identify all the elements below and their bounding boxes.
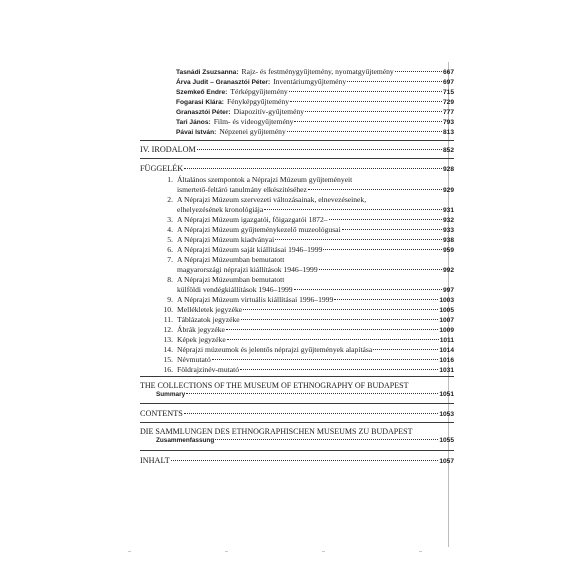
- leader-dots: [264, 209, 442, 210]
- item-number: 2.: [167, 195, 173, 204]
- item-number: 12.: [163, 325, 173, 334]
- leader-dots: [212, 359, 439, 360]
- appendix-item-line: [162, 176, 352, 184]
- item-number: 7.: [167, 255, 173, 264]
- section-page: 1051: [439, 391, 454, 398]
- leader-dots: [215, 439, 438, 440]
- leader-dots: [290, 101, 442, 102]
- section-page: 852: [442, 147, 454, 154]
- section-title: FÜGGELÉK: [140, 164, 184, 173]
- appendix-item: [162, 246, 454, 255]
- item-page: 997: [442, 287, 454, 294]
- item-title: Néprajzi múzeumok és jelentős néprajzi gyűjtemények alapítása: [177, 345, 373, 354]
- section-title: INHALT: [140, 456, 170, 465]
- crop-mark: [322, 551, 325, 552]
- leader-dots: [240, 369, 438, 370]
- toc-section-fuggelek: [140, 165, 454, 174]
- item-number: 11.: [163, 315, 173, 324]
- entry-page: 813: [442, 129, 454, 136]
- leader-dots: [287, 131, 442, 132]
- item-page: 959: [442, 247, 454, 254]
- item-number: 6.: [167, 245, 173, 254]
- item-number: 8.: [167, 275, 173, 284]
- leader-dots: [197, 149, 442, 150]
- leader-dots: [308, 189, 442, 190]
- item-number: 16.: [163, 365, 173, 374]
- crop-mark: [225, 551, 228, 552]
- appendix-item: [162, 346, 454, 355]
- item-page: 938: [442, 237, 454, 244]
- item-title-cont: külföldi vendégkiállítások 1946–1999: [177, 285, 293, 294]
- item-page: 1009: [439, 327, 454, 334]
- leader-dots: [275, 239, 442, 240]
- item-number: 9.: [167, 295, 173, 304]
- item-title: A Néprajzi Múzeumban bemutatott: [177, 255, 285, 264]
- appendix-item: [162, 366, 454, 375]
- toc-section-zusammenfassung: [156, 438, 454, 445]
- item-title-cont: magyarországi néprajzi kiállítások 1946–1999: [177, 265, 318, 274]
- appendix-item: [177, 206, 454, 215]
- leader-dots: [184, 413, 439, 414]
- section-rule: [140, 376, 454, 377]
- entry-title: Rajz- és festménygyűjtemény, nyomatgyűjtemény: [241, 67, 394, 76]
- item-page: 1011: [439, 337, 454, 344]
- entry-title: Inventáriumgyűjtemény: [273, 77, 347, 86]
- item-page: 1005: [439, 307, 454, 314]
- entry-page: 729: [442, 99, 454, 106]
- toc-section-contents: [140, 410, 454, 419]
- leader-dots: [241, 319, 439, 320]
- entry-page: 793: [442, 119, 454, 126]
- section-page: 1057: [439, 458, 454, 465]
- section-page: 1055: [439, 437, 454, 444]
- entry-page: 697: [442, 79, 454, 86]
- leader-dots: [395, 71, 442, 72]
- entry-title: Térképgyűjtemény: [230, 87, 288, 96]
- item-title: A Néprajzi Múzeum szervezeti változásainak, elnevezéseinek,: [177, 195, 367, 204]
- item-title: Táblázatok jegyzéke: [177, 315, 240, 324]
- leader-dots: [329, 219, 442, 220]
- leader-dots: [227, 339, 439, 340]
- item-page: 992: [442, 267, 454, 274]
- toc-entry: [176, 78, 454, 87]
- item-page: 1031: [439, 367, 454, 374]
- entry-author: Fogarasi Klára:: [176, 99, 225, 106]
- toc-entry: [176, 128, 454, 137]
- item-title: Ábrák jegyzéke: [177, 325, 225, 334]
- entry-page: 715: [442, 89, 454, 96]
- appendix-item: [162, 356, 454, 365]
- item-page: 1003: [439, 297, 454, 304]
- toc-section-irodalom: [140, 146, 454, 155]
- leader-dots: [289, 91, 442, 92]
- appendix-item: [162, 296, 454, 305]
- item-number: 5.: [167, 235, 173, 244]
- appendix-item: [162, 226, 454, 235]
- appendix-item: [162, 216, 454, 225]
- leader-dots: [334, 299, 438, 300]
- item-title: A Néprajzi Múzeum virtuális kiállításai 1996–1999: [177, 295, 334, 304]
- item-page: 1016: [439, 357, 454, 364]
- appendix-item: [162, 306, 454, 315]
- item-page: 931: [442, 207, 454, 214]
- item-title-cont: elhelyezésének kronológiája: [177, 205, 264, 214]
- crop-mark: [128, 551, 131, 552]
- section-rule: [140, 450, 454, 451]
- leader-dots: [294, 121, 442, 122]
- item-page: 1007: [439, 317, 454, 324]
- item-title: Névmutató: [177, 355, 211, 364]
- item-page: 929: [442, 187, 454, 194]
- section-rule: [140, 158, 454, 159]
- leader-dots: [171, 460, 439, 461]
- section-title: CONTENTS: [140, 409, 183, 418]
- toc-entry: [176, 68, 454, 77]
- appendix-item: [177, 286, 454, 295]
- item-page: 1014: [439, 347, 454, 354]
- leader-dots: [186, 393, 438, 394]
- item-number: 1.: [167, 175, 173, 184]
- entry-page: 777: [442, 109, 454, 116]
- entry-author: Granasztói Péter:: [176, 109, 231, 116]
- item-number: 15.: [163, 355, 173, 364]
- entry-title: Népzenei gyűjtemény: [219, 127, 286, 136]
- item-title: Földrajzinév-mutató: [177, 365, 239, 374]
- leader-dots: [373, 349, 438, 350]
- entry-author: Tari János:: [176, 119, 211, 126]
- leader-dots: [226, 329, 438, 330]
- item-title: A Néprajzi Múzeum igazgatói, főigazgatói 1872–: [177, 215, 328, 224]
- item-number: 13.: [163, 335, 173, 344]
- item-title-cont: ismertető-feltáró tanulmány elkészítéséhez: [177, 185, 307, 194]
- section-title-german: DIE SAMMLUNGEN DES ETHNOGRAPHISCHEN MUSEUMS ZU BUDAPEST: [140, 427, 413, 436]
- entry-title: Fényképgyűjtemény: [227, 97, 290, 106]
- leader-dots: [323, 249, 442, 250]
- appendix-item: [177, 186, 454, 195]
- toc-entry: [176, 118, 454, 127]
- entry-author: Szemkeő Endre:: [176, 89, 228, 96]
- item-page: 933: [442, 227, 454, 234]
- section-subtitle: Zusammenfassung: [156, 437, 215, 444]
- entry-title: Diapozitív-gyűjtemény: [233, 107, 305, 116]
- leader-dots: [342, 229, 442, 230]
- section-page: 928: [442, 166, 454, 173]
- item-title: A Néprajzi Múzeum gyűjteménykezelő muzeológusai: [177, 225, 341, 234]
- leader-dots: [243, 309, 438, 310]
- section-subtitle: Summary: [156, 391, 186, 398]
- item-page: 932: [442, 217, 454, 224]
- appendix-item-line: [162, 256, 284, 264]
- item-number: 3.: [167, 215, 173, 224]
- item-number: 4.: [167, 225, 173, 234]
- section-rule: [140, 403, 454, 404]
- leader-dots: [184, 168, 442, 169]
- entry-title: Film- és videogyűjtemény: [213, 117, 294, 126]
- entry-author: Pávai István:: [176, 129, 217, 136]
- entry-page: 667: [442, 69, 454, 76]
- leader-dots: [305, 111, 442, 112]
- item-title: Mellékletek jegyzéke: [177, 305, 243, 314]
- toc-entry: [176, 88, 454, 97]
- item-title: A Néprajzi Múzeumban bemutatott: [177, 275, 285, 284]
- appendix-item-line: [162, 276, 284, 284]
- appendix-item: [162, 326, 454, 335]
- item-number: 10.: [163, 305, 173, 314]
- item-title: Általános szempontok a Néprajzi Múzeum gyűjteményeit: [177, 175, 353, 184]
- item-title: A Néprajzi Múzeum saját kiállításai 1946–1999: [177, 245, 323, 254]
- appendix-item-line: [162, 196, 366, 204]
- leader-dots: [294, 289, 442, 290]
- entry-author: Tasnádi Zsuzsanna:: [176, 69, 239, 76]
- section-title-english: THE COLLECTIONS OF THE MUSEUM OF ETHNOGRAPHY OF BUDAPEST: [140, 381, 409, 390]
- leader-dots: [347, 81, 442, 82]
- leader-dots: [319, 269, 442, 270]
- appendix-item: [162, 316, 454, 325]
- entry-author: Árva Judit – Granasztói Péter:: [176, 79, 271, 86]
- section-rule: [140, 422, 454, 423]
- section-title: IV. IRODALOM: [140, 145, 196, 154]
- toc-section-inhalt: [140, 457, 454, 466]
- item-title: A Néprajzi Múzeum kiadványai: [177, 235, 275, 244]
- crop-mark: [419, 551, 422, 552]
- item-number: 14.: [163, 345, 173, 354]
- appendix-item: [162, 336, 454, 345]
- section-rule: [140, 140, 454, 141]
- section-page: 1053: [439, 411, 454, 418]
- toc-entry: [176, 108, 454, 117]
- appendix-item: [162, 236, 454, 245]
- toc-section-summary: [156, 392, 454, 399]
- appendix-item: [177, 266, 454, 275]
- item-title: Képek jegyzéke: [177, 335, 226, 344]
- toc-entry: [176, 98, 454, 107]
